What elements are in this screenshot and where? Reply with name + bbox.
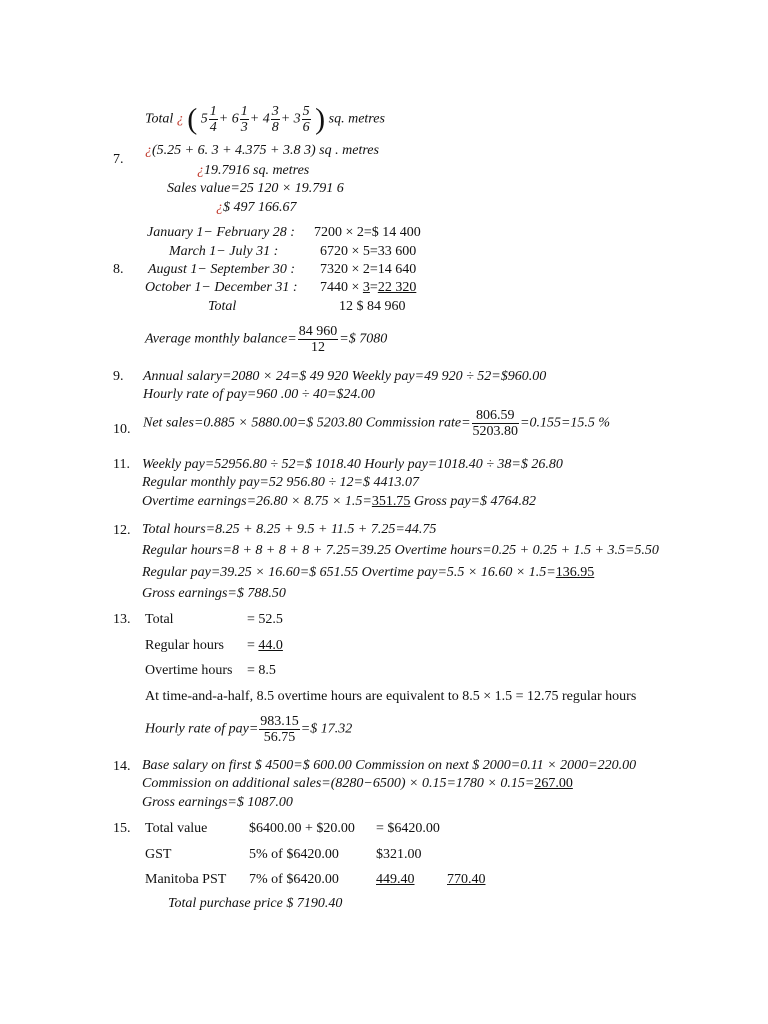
p7-number: 7. bbox=[113, 152, 124, 167]
p8-total-value: 12 $ 84 960 bbox=[339, 299, 406, 314]
p7-term-2-whole: 6 bbox=[231, 111, 239, 127]
p8-number: 8. bbox=[113, 262, 124, 277]
p10-number: 10. bbox=[113, 422, 131, 437]
p8-row-2-label: March 1− July 31 : bbox=[169, 244, 279, 259]
p8-row-3-label: August 1− September 30 : bbox=[148, 262, 296, 277]
p7-total-line bbox=[145, 104, 385, 135]
p14-line-2: Commission on additional sales=(8280−6500) × 0.15=1780 × 0.15=267.00 bbox=[142, 776, 573, 791]
p13-overtime-value: = 8.5 bbox=[247, 663, 276, 678]
p12-number: 12. bbox=[113, 523, 131, 538]
p14-line-1: Base salary on first $ 4500=$ 600.00 Commission on next $ 2000=0.11 × 2000=220.00 bbox=[142, 758, 637, 773]
p7-inverted-question-mark: ¿ bbox=[176, 111, 184, 127]
p7-open-paren: ( bbox=[187, 102, 198, 136]
p15-number: 15. bbox=[113, 821, 131, 836]
p15-row-2-label: GST bbox=[145, 847, 172, 862]
p15-row-3-extra: 770.40 bbox=[447, 872, 486, 887]
p7-inverted-question-mark-4: ¿ bbox=[216, 200, 223, 215]
p7-decimal-sum: (5.25 + 6. 3 + 4.375 + 3.8 3) sq . metres bbox=[152, 143, 379, 158]
p9-number: 9. bbox=[113, 369, 124, 384]
p11-number: 11. bbox=[113, 457, 130, 472]
p7-inverted-question-mark-3: ¿ bbox=[197, 163, 204, 178]
p7-term-3-fraction: $\frac{3}{8}$ bbox=[271, 104, 279, 135]
p8-row-4-calc: 7440 × 3=22 320 bbox=[320, 280, 417, 295]
p14-line-3: Gross earnings=$ 1087.00 bbox=[142, 795, 293, 810]
p13-number: 13. bbox=[113, 612, 131, 627]
p9-line-2: Hourly rate of pay=960 .00 ÷ 40=$24.00 bbox=[143, 387, 375, 402]
p12-line-4: Gross earnings=$ 788.50 bbox=[142, 586, 286, 601]
p7-term-1-fraction: $\frac{1}{4}$ bbox=[209, 104, 217, 135]
p7-sales-result: $ 497 166.67 bbox=[223, 200, 297, 215]
p9-line-1: Annual salary=2080 × 24=$ 49 920 Weekly pay=49 920 ÷ 52=$960.00 bbox=[143, 369, 547, 384]
p15-row-3-value: 449.40 bbox=[376, 872, 415, 887]
p7-total-label: Total bbox=[145, 111, 174, 127]
p7-term-4-fraction: $\frac{5}{6}$ bbox=[302, 104, 310, 135]
p8-row-3-calc: 7320 × 2=14 640 bbox=[320, 262, 417, 277]
p13-total-label: Total bbox=[145, 612, 174, 627]
p15-total-purchase-price: Total purchase price $ 7190.40 bbox=[168, 896, 343, 911]
p7-total-unit: sq. metres bbox=[328, 111, 385, 127]
p7-op-2: + bbox=[249, 111, 260, 127]
p15-row-2-value: $321.00 bbox=[376, 847, 422, 862]
p7-op-3: + bbox=[280, 111, 291, 127]
p15-row-2-calc: 5% of $6420.00 bbox=[249, 847, 339, 862]
p7-area-result: 19.7916 sq. metres bbox=[204, 163, 310, 178]
p7-op-1: + bbox=[218, 111, 229, 127]
p15-row-3-calc: 7% of $6420.00 bbox=[249, 872, 339, 887]
p13-rate-line: Hourly rate of pay= $\frac{983.15}{56.75}$ =$ 17.32 bbox=[145, 714, 353, 745]
p13-total-value: = 52.5 bbox=[247, 612, 283, 627]
p7-term-2-fraction: $\frac{1}{3}$ bbox=[240, 104, 248, 135]
p12-line-2: Regular hours=8 + 8 + 8 + 8 + 7.25=39.25 Overtime hours=0.25 + 0.25 + 1.5 + 3.5=5.50 bbox=[142, 543, 659, 558]
p8-row-1-calc: 7200 × 2=$ 14 400 bbox=[314, 225, 421, 240]
p7-line-3 bbox=[197, 163, 309, 179]
p15-row-3-label: Manitoba PST bbox=[145, 872, 227, 887]
p11-line-3: Overtime earnings=26.80 × 8.75 × 1.5=351.75 Gross pay=$ 4764.82 bbox=[142, 494, 536, 509]
p7-term-3-whole: 4 bbox=[262, 111, 270, 127]
p13-sentence: At time-and-a-half, 8.5 overtime hours are equivalent to 8.5 × 1.5 = 12.75 regular hours bbox=[145, 689, 637, 704]
p7-close-paren: ) bbox=[315, 102, 326, 136]
p11-line-1: Weekly pay=52956.80 ÷ 52=$ 1018.40 Hourly pay=1018.40 ÷ 38=$ 26.80 bbox=[142, 457, 563, 472]
p13-regular-value: = 44.0 bbox=[247, 638, 283, 653]
p8-average-line: Average monthly balance= $\frac{84 960}{12}$ =$ 7080 bbox=[145, 324, 388, 355]
p7-term-1-whole: 5 bbox=[200, 111, 208, 127]
p7-inverted-question-mark-2: ¿ bbox=[145, 143, 152, 158]
p8-row-4-label: October 1− December 31 : bbox=[145, 280, 298, 295]
p15-row-1-label: Total value bbox=[145, 821, 208, 836]
p12-line-1: Total hours=8.25 + 8.25 + 9.5 + 11.5 + 7.25=44.75 bbox=[142, 522, 437, 537]
p8-row-2-calc: 6720 × 5=33 600 bbox=[320, 244, 417, 259]
p7-line-2 bbox=[145, 143, 379, 159]
p7-line-5 bbox=[216, 200, 297, 216]
p8-row-1-label: January 1− February 28 : bbox=[147, 225, 295, 240]
p15-row-1-calc: $6400.00 + $20.00 bbox=[249, 821, 355, 836]
p7-term-4-whole: 3 bbox=[293, 111, 301, 127]
p12-line-3: Regular pay=39.25 × 16.60=$ 651.55 Overtime pay=5.5 × 16.60 × 1.5=136.95 bbox=[142, 565, 595, 580]
p7-line-4: Sales value=25 120 × 19.791 6 bbox=[167, 181, 344, 196]
p8-total-label: Total bbox=[208, 299, 237, 314]
p14-number: 14. bbox=[113, 759, 131, 774]
p13-overtime-label: Overtime hours bbox=[145, 663, 233, 678]
p13-regular-label: Regular hours bbox=[145, 638, 224, 653]
p11-line-2: Regular monthly pay=52 956.80 ÷ 12=$ 4413.07 bbox=[142, 475, 419, 490]
p15-row-1-value: = $6420.00 bbox=[376, 821, 440, 836]
p10-line: Net sales=0.885 × 5880.00=$ 5203.80 Commission rate= $\frac{806.59}{5203.80}$ =0.155=15.5 % bbox=[143, 408, 611, 439]
